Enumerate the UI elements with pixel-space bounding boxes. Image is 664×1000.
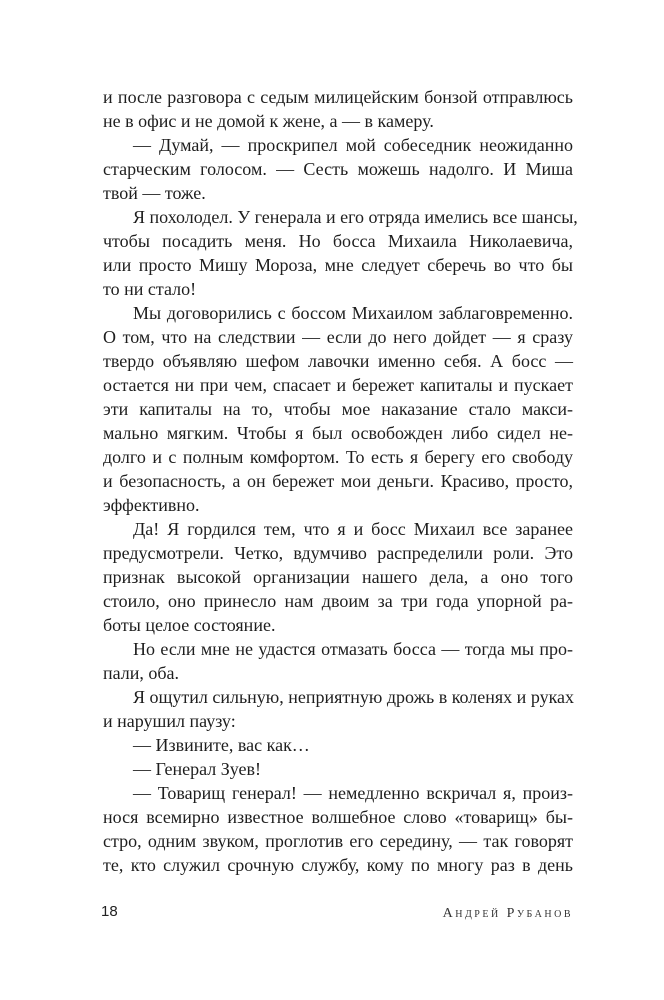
- paragraph: [103, 205, 578, 301]
- text-line: не в офис и не домой к жене, а — в камеру.: [103, 111, 434, 131]
- text-line: Мы договорились с боссом Михаилом заблаговременно.: [133, 303, 573, 323]
- text-line: стоило, оно принесло нам двоим за три года упорной ра-: [103, 591, 573, 611]
- paragraph: [103, 733, 573, 757]
- body-text: [103, 85, 578, 877]
- text-line: нося всемирно известное волшебное слово «товарищ» бы-: [103, 807, 573, 827]
- text-line: Я похолодел. У генерала и его отряда имелись все шансы,: [133, 207, 578, 227]
- text-line: Но если мне не удастся отмазать босса — тогда мы про-: [133, 639, 573, 659]
- text-line: и после разговора с седым милицейским бонзой отправлюсь: [103, 87, 573, 107]
- text-line: мально мягким. Чтобы я был освобожден либо сидел не-: [103, 423, 573, 443]
- text-line: Я ощутил сильную, неприятную дрожь в коленях и руках: [133, 687, 575, 707]
- paragraph: [103, 757, 573, 781]
- text-line: эффективно.: [103, 495, 200, 515]
- text-line: старческим голосом. — Сесть можешь надолго. И Миша: [103, 159, 573, 179]
- text-line: остается ни при чем, спасает и бережет капиталы и пускает: [103, 375, 573, 395]
- paragraph: [103, 637, 573, 685]
- paragraph: [103, 301, 573, 517]
- text-line: и нарушил паузу:: [103, 711, 236, 731]
- text-line: то ни стало!: [103, 279, 197, 299]
- text-line: признак высокой организации нашего дела, а оно того: [103, 567, 573, 587]
- running-head-author: Андрей Рубанов: [442, 906, 573, 921]
- text-line: — Товарищ генерал! — немедленно вскричал я, произ-: [133, 783, 573, 803]
- text-line: Да! Я гордился тем, что я и босс Михаил все заранее: [133, 519, 573, 539]
- text-line: и безопасность, а он бережет мои деньги. Красиво, просто,: [103, 471, 573, 491]
- text-line: или просто Мишу Мороза, мне следует сберечь во что бы: [103, 255, 573, 275]
- paragraph: [103, 133, 573, 205]
- text-line: пали, оба.: [103, 663, 180, 683]
- text-line: — Думай, — проскрипел мой собеседник неожиданно: [133, 135, 573, 155]
- text-line: предусмотрели. Четко, вдумчиво распределили роли. Это: [103, 543, 573, 563]
- paragraph: [103, 685, 573, 733]
- page-number: 18: [101, 903, 118, 920]
- paragraph: [103, 781, 573, 877]
- text-line: — Генерал Зуев!: [133, 759, 262, 779]
- text-line: чтобы посадить меня. Но босса Михаила Николаевича,: [103, 231, 573, 251]
- text-line: эти капиталы на то, чтобы мое наказание стало макси-: [103, 399, 573, 419]
- text-line: боты целое состояние.: [103, 615, 276, 635]
- text-line: твердо объявляю шефом лавочки именно себя. А босс —: [103, 351, 573, 371]
- text-line: твой — тоже.: [103, 183, 206, 203]
- text-line: — Извините, вас как…: [133, 735, 310, 755]
- paragraph: [103, 517, 573, 637]
- text-line: те, кто служил срочную службу, кому по многу раз в день: [103, 855, 573, 875]
- text-line: долго и с полным комфортом. То есть я берегу его свободу: [103, 447, 573, 467]
- text-line: стро, одним звуком, проглотив его середину, — так говорят: [103, 831, 573, 851]
- text-line: О том, что на следствии — если до него дойдет — я сразу: [103, 327, 573, 347]
- paragraph: [103, 85, 573, 133]
- page-footer: [0, 900, 664, 930]
